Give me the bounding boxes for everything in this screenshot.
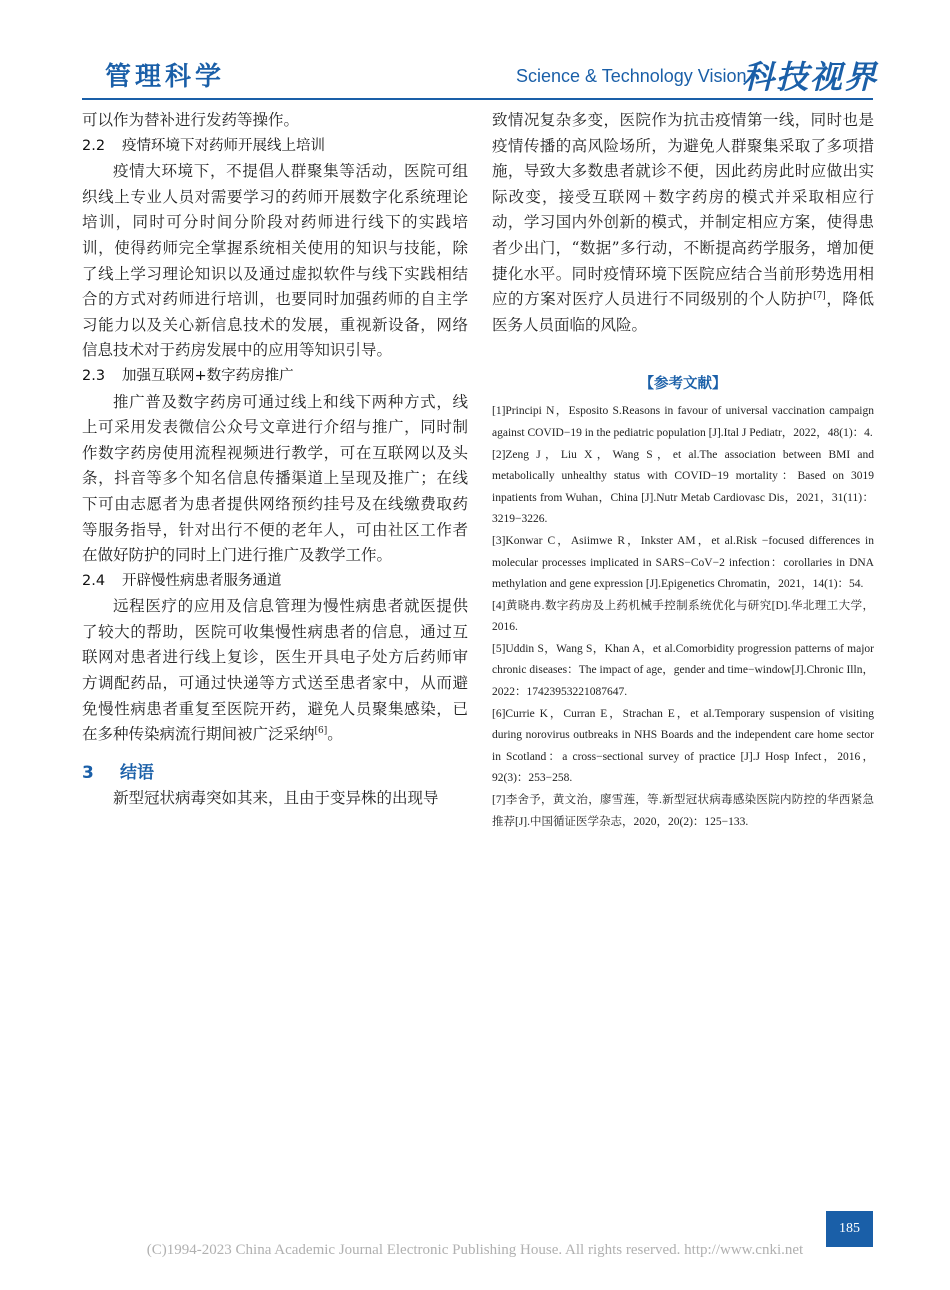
paragraph-conclusion-start: 新型冠状病毒突如其来，且由于变异株的出现导	[113, 788, 439, 807]
section-number: 3	[82, 762, 94, 783]
paragraph-2-2: 疫情大环境下，不提倡人群聚集等活动，医院可组织线上专业人员对需要学习的药师开展数字化系统理论培训，同时可分时间分阶段对药师进行线下的实践培训，使得药师完全掌握系统相关使用的知识与技能，除了线上学习理论知识以及通过虚拟软件与线下实践相结合的方式对药师进行培训，也要同时加强药师的自主学习能力以及关心新信息技术的发展，重视新设备，网络信息技术对于药房发展中的应用等知识引导。	[82, 162, 468, 360]
subsection-title: 开辟慢性病患者服务通道	[122, 572, 282, 589]
reference-item: [4]黄晓冉.数字药房及上药机械手控制系统优化与研究[D].华北理工大学，2016.	[492, 599, 874, 634]
right-column	[492, 108, 874, 833]
paragraph-continuation: 可以作为替补进行发药等操作。	[82, 111, 300, 129]
reference-item: [6]Currie K，Curran E，Strachan E，et al.Temporary suspension of visiting during norovirus outbreaks in NHS Boards and the independent care home sector in Scotland：a cross−sectional survey of practice [J].J Hosp Infect，2016，92(3)：253−258.	[492, 707, 874, 785]
subsection-heading-2-2	[82, 134, 468, 160]
references-list	[492, 401, 874, 833]
subsection-heading-2-3	[82, 364, 468, 390]
subsection-number: 2.2	[82, 137, 106, 154]
journal-name-chinese: 科技视界	[742, 58, 879, 96]
paragraph-text: 远程医疗的应用及信息管理为慢性病患者就医提供了较大的帮助，医院可收集慢性病患者的信息，通过互联网对患者进行线上复诊，医生开具电子处方后药师审方调配药品，可通过快递等方式送至患者家中，从而避免慢性病患者重复至医院开药，避免人员聚集感染，已在多种传染病流行期间被广泛采纳	[82, 597, 468, 744]
left-column	[82, 108, 468, 811]
journal-section-title: 管理科学	[105, 62, 226, 92]
reference-item: [5]Uddin S，Wang S，Khan A，et al.Comorbidity progression patterns of major chronic diseases：The impact of age，gender and time−window[J].Chronic Illn，2022：17423953221087647.	[492, 642, 874, 699]
subsection-number: 2.4	[82, 572, 106, 589]
copyright-footer: (C)1994-2023 China Academic Journal Electronic Publishing House. All rights reserved. http://www.cnki.net	[146, 1242, 804, 1258]
section-heading-3	[82, 760, 468, 786]
paragraph-text: 致情况复杂多变，医院作为抗击疫情第一线，同时也是疫情传播的高风险场所，为避免人群聚集采取了多项措施，导致大多数患者就诊不便，因此药房此时应做出实际改变，接受互联网＋数字药房的模式并采取相应行动，学习国内外创新的模式，并制定相应方案，使得患者少出门，“数据”多行动，不断提高药学服务，增加便捷化水平。同时疫情环境下医院应结合当前形势选用相应的方案对医疗人员进行不同级别的个人防护	[492, 111, 874, 309]
subsection-title: 加强互联网+数字药房推广	[122, 367, 294, 384]
paragraph-end: 。	[327, 725, 343, 744]
paragraph-conclusion-continued	[492, 108, 874, 338]
citation-marker: [7]	[813, 291, 826, 301]
reference-item: [2]Zeng J，Liu X，Wang S，et al.The association between BMI and metabolically unhealthy status with COVID−19 mortality：Based on 3019 inpatients from Wuhan，China [J].Nutr Metab Cardiovasc Dis，2021，31(11)：3219−3226.	[492, 448, 874, 526]
section-title: 结语	[120, 762, 154, 783]
subsection-number: 2.3	[82, 367, 106, 384]
subsection-heading-2-4	[82, 569, 468, 595]
page-number-badge: 185	[826, 1211, 873, 1247]
reference-item: [1]Principi N，Esposito S.Reasons in favour of universal vaccination campaign against COVID−19 in the pediatric population [J].Ital J Pediatr，2022，48(1)：4.	[492, 405, 874, 439]
paragraph-end: ，降低医务人员面临的风险。	[492, 290, 874, 334]
citation-marker: [6]	[314, 726, 328, 737]
subsection-title: 疫情环境下对药师开展线上培训	[122, 137, 325, 154]
reference-item: [7]李舍予，黄文治，廖雪莲，等.新型冠状病毒感染医院内防控的华西紧急推荐[J].中国循证医学杂志，2020，20(2)：125−133.	[492, 794, 874, 828]
header-divider	[82, 98, 873, 100]
paragraph-2-3: 推广普及数字药房可通过线上和线下两种方式，线上可采用发表微信公众号文章进行介绍与推广，同时制作数字药房使用流程视频进行教学，可在互联网以及头条，抖音等多个知名信息传播渠道上呈现及推广；在线下可由志愿者为患者提供网络预约挂号及在线缴费取药等服务指导，针对出行不便的老年人，可由社区工作者在做好防护的同时上门进行推广及教学工作。	[82, 392, 468, 565]
paragraph-2-4	[82, 594, 468, 748]
reference-item: [3]Konwar C，Asiimwe R，Inkster AM，et al.Risk −focused differences in molecular processes implicated in SARS−CoV−2 infection：corollaries in DNA methylation and gene expression [J].Epigenetics Chromatin，2021，14(1)：54.	[492, 534, 874, 591]
references-heading: 【参考文献】	[639, 376, 727, 393]
journal-name-english: Science & Technology Vision	[516, 66, 747, 86]
